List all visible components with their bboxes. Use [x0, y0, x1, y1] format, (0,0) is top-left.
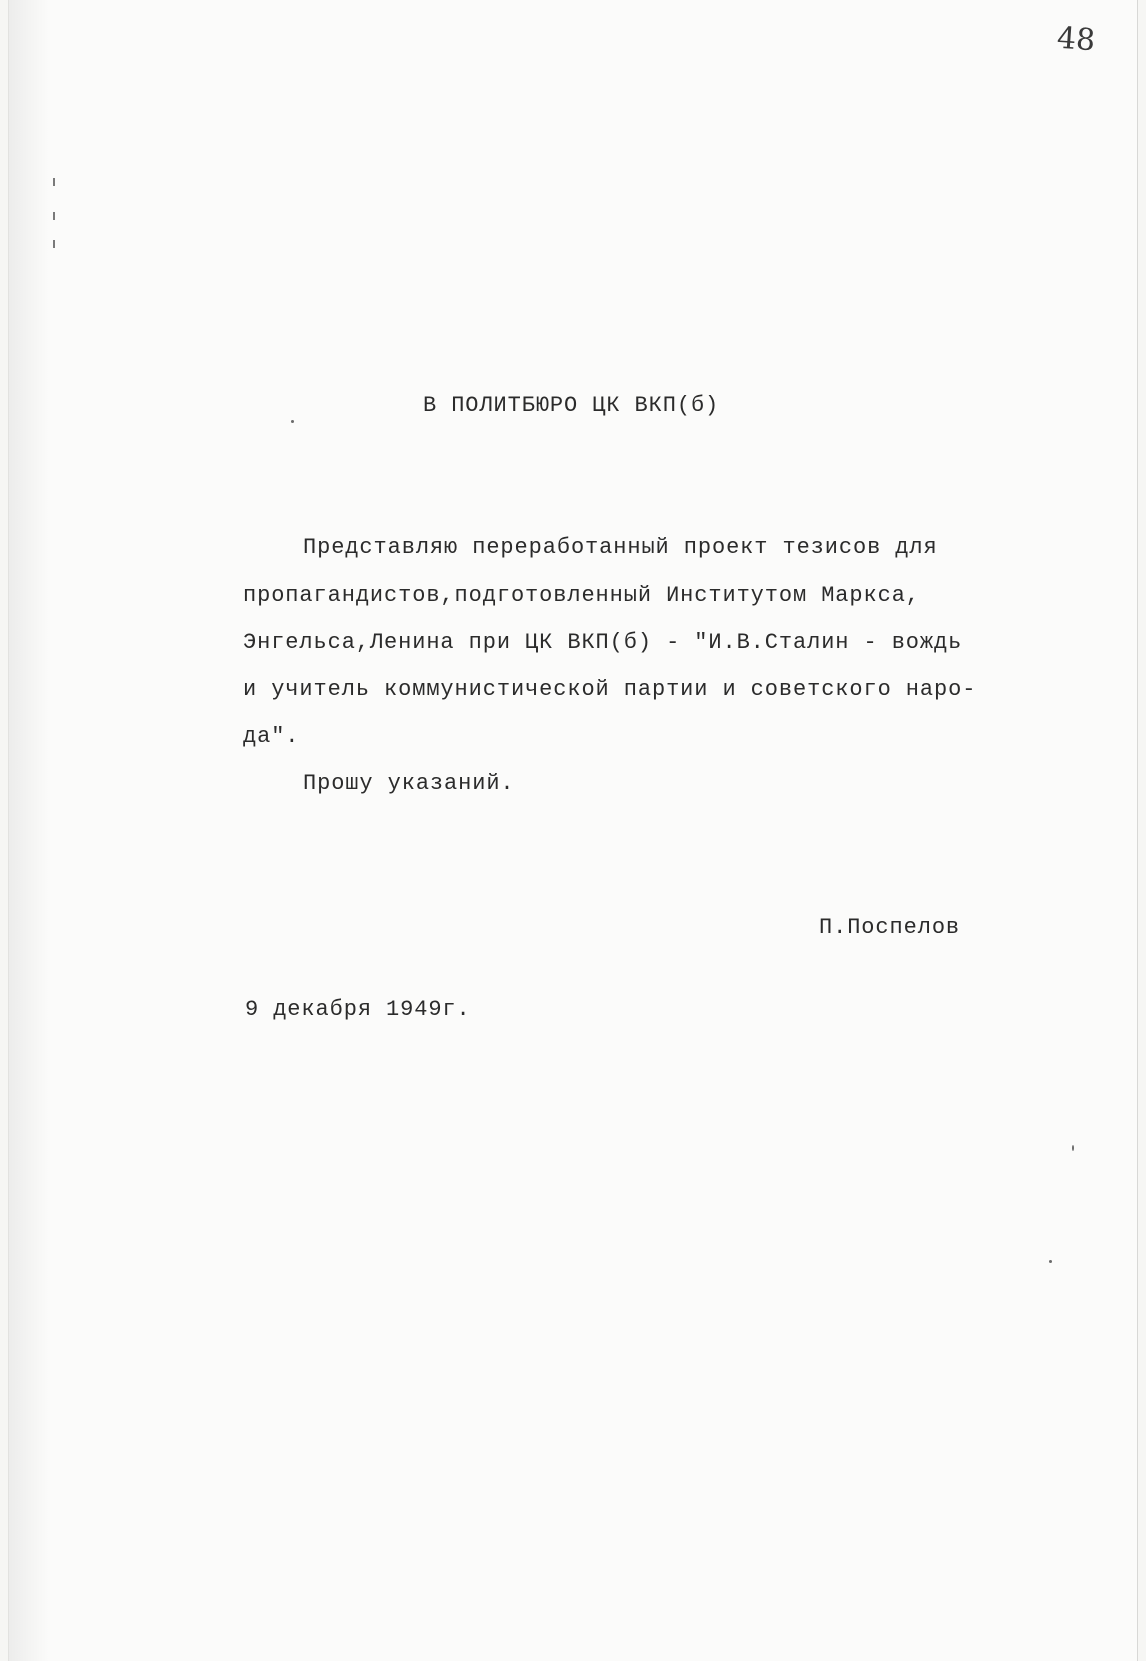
body-line: и учитель коммунистической партии и советского наро-: [243, 677, 977, 702]
paper-speck: [291, 420, 294, 423]
body-line: да".: [243, 724, 300, 749]
paper-speck: [1072, 1145, 1074, 1151]
body-line: Энгельса,Ленина при ЦК ВКП(б) - "И.В.Сталин - вождь: [243, 630, 963, 655]
signature: П.Поспелов: [819, 915, 961, 940]
paper-speck: [1049, 1260, 1052, 1263]
body-line: Представляю переработанный проект тезисов для: [303, 535, 938, 560]
request-line: Прошу указаний.: [303, 771, 515, 796]
punch-mark: [53, 178, 55, 186]
document-date: 9 декабря 1949г.: [245, 997, 471, 1022]
addressee-heading: В ПОЛИТБЮРО ЦК ВКП(б): [423, 393, 720, 418]
folio-number: 48: [1055, 20, 1097, 59]
paper-sheet: [8, 0, 1138, 1661]
punch-mark: [53, 212, 55, 220]
body-line: пропагандистов,подготовленный Институтом Маркса,: [243, 583, 920, 608]
page-shadow: [9, 0, 49, 1661]
punch-mark: [53, 240, 55, 248]
